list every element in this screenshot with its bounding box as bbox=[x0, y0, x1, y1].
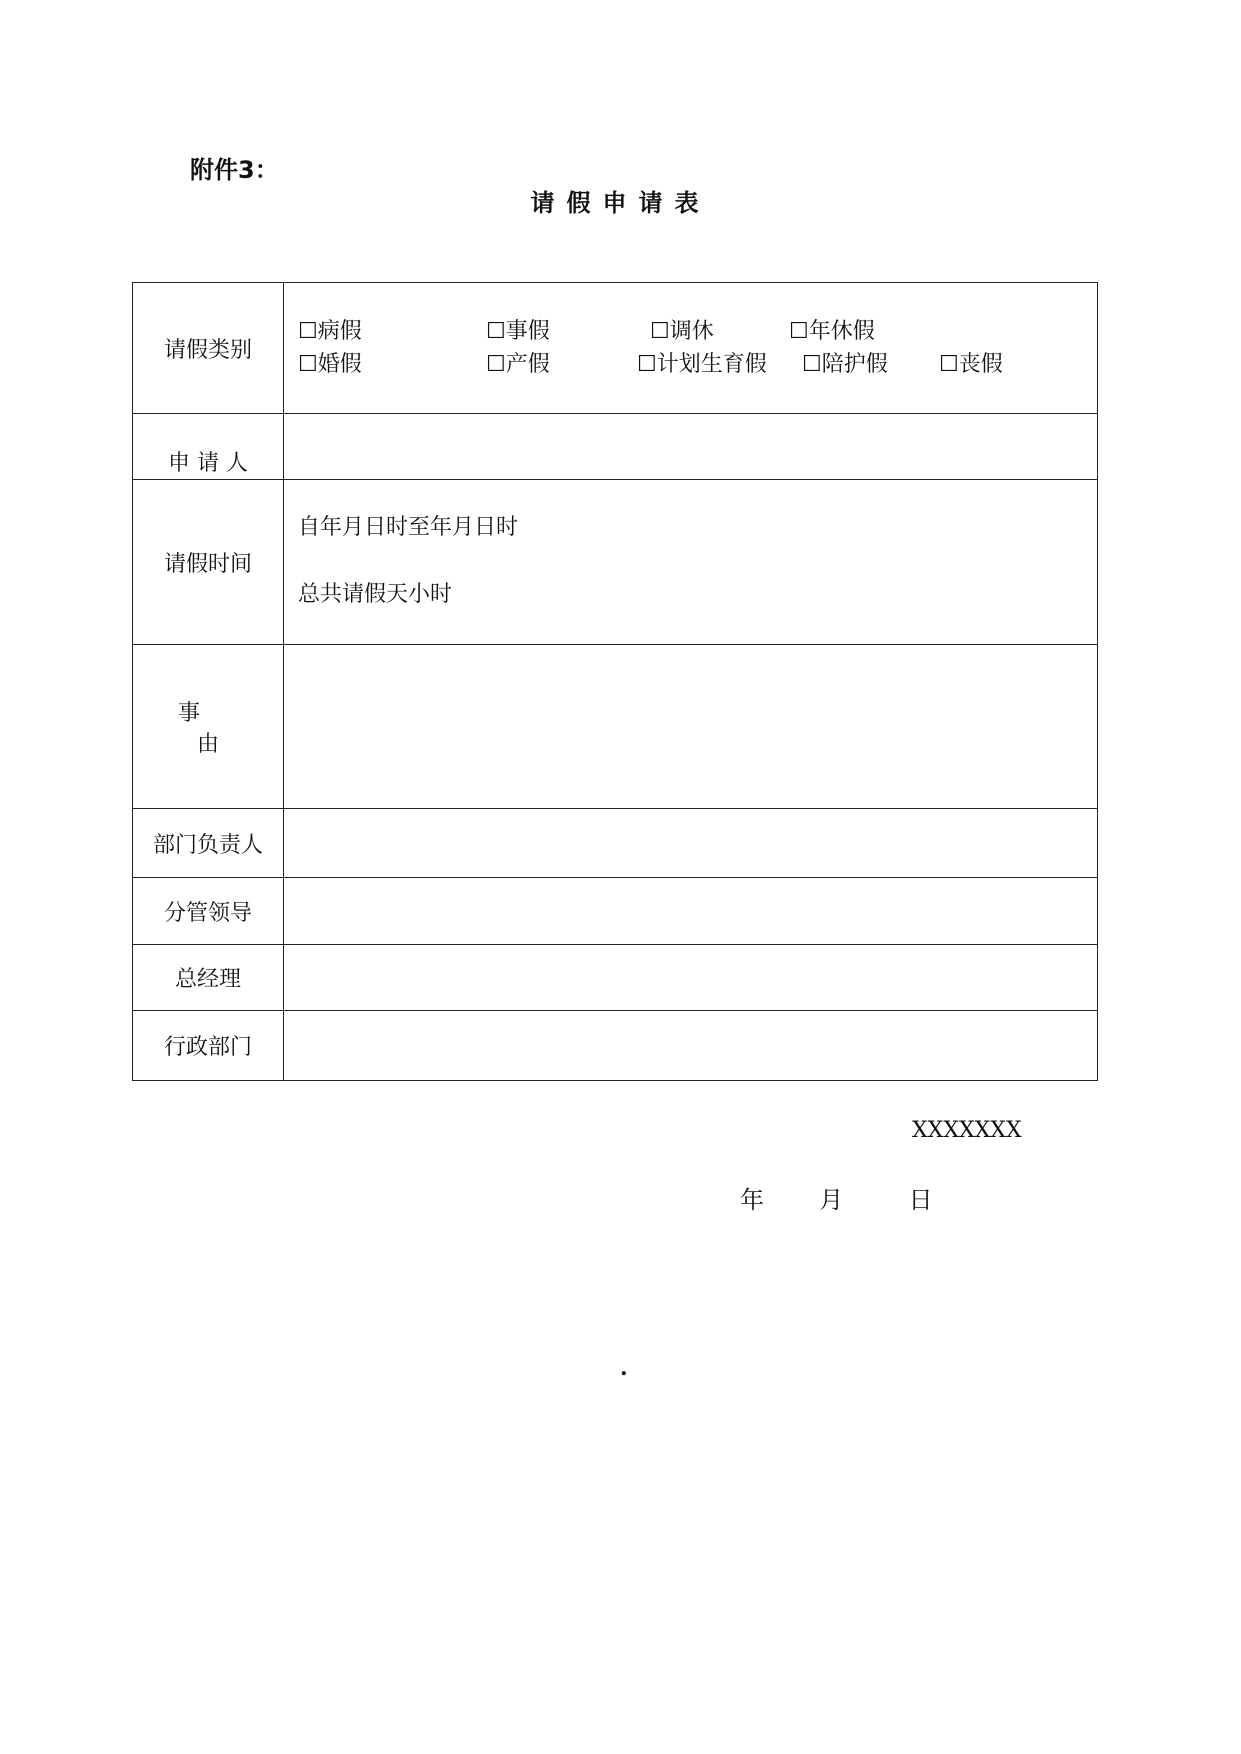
dept-head-label: 部门负责人 bbox=[133, 809, 284, 878]
leave-type-row-2 bbox=[298, 348, 1097, 381]
leave-time-total: 总共请假天小时 bbox=[298, 582, 453, 607]
supervisor-field[interactable] bbox=[284, 878, 1098, 945]
checkbox-bereavement-leave[interactable]: ☐丧假 bbox=[939, 352, 1003, 377]
date-year: 年 bbox=[740, 1186, 764, 1214]
date-month: 月 bbox=[819, 1186, 844, 1214]
checkbox-marriage-leave[interactable]: ☐婚假 bbox=[298, 352, 362, 377]
checkbox-maternity-leave[interactable]: ☐产假 bbox=[486, 352, 550, 377]
table-row-applicant bbox=[133, 414, 1098, 480]
checkbox-family-planning-leave[interactable]: ☐计划生育假 bbox=[637, 352, 767, 377]
leave-time-field[interactable] bbox=[284, 480, 1098, 645]
admin-dept-label: 行政部门 bbox=[133, 1011, 284, 1081]
table-row-dept-head bbox=[133, 809, 1098, 878]
table-row-leave-type bbox=[133, 283, 1098, 414]
table-row-admin-dept bbox=[133, 1011, 1098, 1081]
table-row-supervisor bbox=[133, 878, 1098, 945]
page-dot: . bbox=[620, 1355, 628, 1381]
leave-type-row-1 bbox=[298, 315, 1097, 348]
checkbox-personal-leave[interactable]: ☐事假 bbox=[486, 319, 550, 344]
checkbox-sick-leave[interactable]: ☐病假 bbox=[298, 319, 362, 344]
dept-head-field[interactable] bbox=[284, 809, 1098, 878]
applicant-label: 申 请 人 bbox=[133, 414, 284, 480]
checkbox-annual-leave[interactable]: ☐年休假 bbox=[789, 319, 875, 344]
leave-time-range: 自年月日时至年月日时 bbox=[298, 515, 519, 540]
table-row-leave-time bbox=[133, 480, 1098, 645]
reason-field[interactable] bbox=[284, 645, 1098, 809]
leave-application-table bbox=[132, 282, 1098, 1081]
signer-name: XXXXXXX bbox=[912, 1118, 1022, 1143]
applicant-field[interactable] bbox=[284, 414, 1098, 480]
attachment-label: 附件3： bbox=[190, 156, 279, 184]
general-manager-field[interactable] bbox=[284, 945, 1098, 1011]
table-row-general-manager bbox=[133, 945, 1098, 1011]
checkbox-compensatory-leave[interactable]: ☐调休 bbox=[650, 319, 714, 344]
signature-date bbox=[740, 1180, 933, 1215]
general-manager-label: 总经理 bbox=[133, 945, 284, 1011]
table-row-reason bbox=[133, 645, 1098, 809]
leave-type-label: 请假类别 bbox=[133, 283, 284, 414]
reason-label: 事 由 bbox=[133, 645, 284, 809]
leave-type-options bbox=[284, 283, 1098, 414]
leave-time-label: 请假时间 bbox=[133, 480, 284, 645]
admin-dept-field[interactable] bbox=[284, 1011, 1098, 1081]
page-title: 请假申请表 bbox=[530, 189, 711, 217]
supervisor-label: 分管领导 bbox=[133, 878, 284, 945]
date-day: 日 bbox=[908, 1186, 933, 1214]
checkbox-nursing-leave[interactable]: ☐陪护假 bbox=[802, 352, 888, 377]
